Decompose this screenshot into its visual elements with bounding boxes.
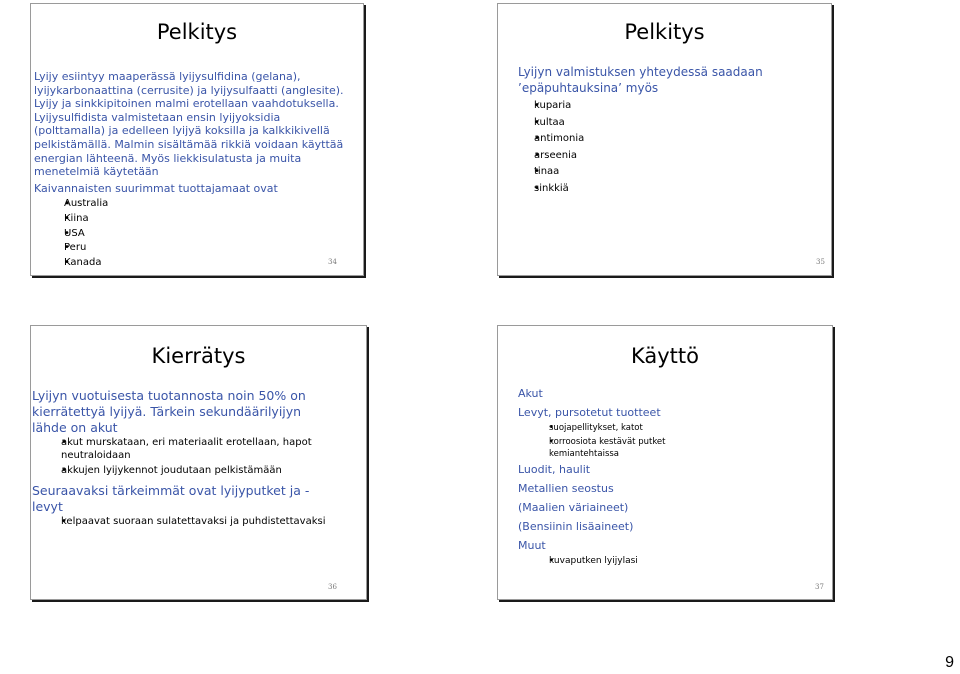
list-item-label: USA <box>64 227 85 239</box>
list-item <box>520 148 584 165</box>
list-item-label: akut murskataan, eri materiaalit erotellaan, hapot neutraloidaan <box>61 437 312 461</box>
slide-title: Kierrätys <box>151 344 246 368</box>
subhead-line: Seuraavaksi tärkeimmät ovat lyijyputket ja - <box>32 483 310 498</box>
intro-line: Lyijyn valmistuksen yhteydessä saadaan <box>518 65 763 79</box>
slide-page-number: 34 <box>328 258 337 266</box>
list-item-label: Peru <box>64 242 87 254</box>
slide-intro-text <box>32 388 306 436</box>
intro-line: kierrätettyä lyijyä. Tärkein sekundäärilyijyn <box>32 404 302 419</box>
list-item <box>520 115 584 132</box>
list-item-label: korroosiota kestävät putket kemiantehtaissa <box>549 437 666 459</box>
slide-title: Pelkitys <box>624 20 705 44</box>
list-item-label: kultaa <box>534 116 565 128</box>
slide-subhead: Kaivannaisten suurimmat tuottajamaat ovat <box>34 182 278 195</box>
intro-line: Lyijyn vuotuisesta tuotannosta noin 50% on <box>32 388 306 403</box>
list-item-label: tinaa <box>534 166 560 177</box>
list-item-label: Kiina <box>64 212 89 224</box>
list-item-label: arseenia <box>534 149 577 161</box>
list-item <box>49 197 108 212</box>
muut-list <box>536 555 638 567</box>
levyt-list <box>536 422 696 460</box>
slide-title: Käyttö <box>630 344 699 368</box>
slide-intro-text: Lyijy esiintyy maaperässä lyijysulfidina (gelana), lyijykarbonaattina (cerrusite) ja lyijysulfaatti (anglesite). Lyijy ja sinkkipitoinen malmi erotellaan vaahdotuksella. Lyijysulfidista valmistetaan ensin lyijyoksidia (polttamalla) ja edelleen lyijyä koksilla ja kalkkikivellä pelkistämällä. Malmin sisältämää rikkiä voidaan käyttää energian lähteenä. Myös liekkisulatusta ja muita menetelmiä käytetään <box>34 70 344 179</box>
list-item-label: kuparia <box>534 100 572 111</box>
list-item <box>536 422 696 434</box>
list-item <box>49 256 108 271</box>
byproduct-list <box>520 98 584 197</box>
use-seostus: Metallien seostus <box>518 482 614 495</box>
list-item-label: Australia <box>64 198 109 209</box>
list-item <box>48 437 328 462</box>
list-item-label: suojapellitykset, katot <box>549 423 643 433</box>
use-akut: Akut <box>518 387 543 400</box>
list-item <box>48 516 325 529</box>
slide-page-number: 35 <box>816 258 825 266</box>
subhead-line: levyt <box>32 499 63 514</box>
slide-page-number: 36 <box>328 583 337 591</box>
pipes-list <box>48 516 325 529</box>
intro-line: ’epäpuhtauksina’ myös <box>518 81 659 95</box>
list-item <box>536 436 696 460</box>
list-item <box>520 181 584 198</box>
list-item <box>520 164 584 181</box>
list-item-label: antimonia <box>534 133 585 144</box>
list-item <box>48 465 328 478</box>
slide-37 <box>497 325 833 600</box>
slide-36 <box>30 325 367 600</box>
slide-34 <box>30 3 364 276</box>
use-bensiini: (Bensiinin lisäaineet) <box>518 520 634 533</box>
list-item-label: sinkkiä <box>534 182 569 194</box>
recycling-list <box>48 437 328 478</box>
producer-list <box>49 197 108 271</box>
list-item <box>520 98 584 115</box>
use-levyt: Levyt, pursotetut tuotteet <box>518 406 661 419</box>
slide-subhead <box>32 483 309 515</box>
use-muut: Muut <box>518 539 546 552</box>
list-item <box>49 241 108 256</box>
slide-35 <box>497 3 832 276</box>
intro-line: lähde on akut <box>32 420 118 435</box>
page-number: 9 <box>945 654 954 671</box>
list-item-label: kuvaputken lyijylasi <box>549 556 638 566</box>
list-item <box>536 555 638 567</box>
list-item-label: akkujen lyijykennot joudutaan pelkistämään <box>61 465 282 476</box>
list-item-label: kelpaavat suoraan sulatettavaksi ja puhdistettavaksi <box>61 516 326 527</box>
use-luodit: Luodit, haulit <box>518 463 591 476</box>
list-item <box>49 227 108 242</box>
slide-page-number: 37 <box>815 583 824 591</box>
list-item-label: Kanada <box>64 257 102 269</box>
slide-intro-text <box>518 64 763 96</box>
slide-title: Pelkitys <box>156 20 238 44</box>
list-item <box>520 131 584 148</box>
list-item <box>49 212 108 227</box>
use-variaineet: (Maalien väriaineet) <box>518 501 629 514</box>
